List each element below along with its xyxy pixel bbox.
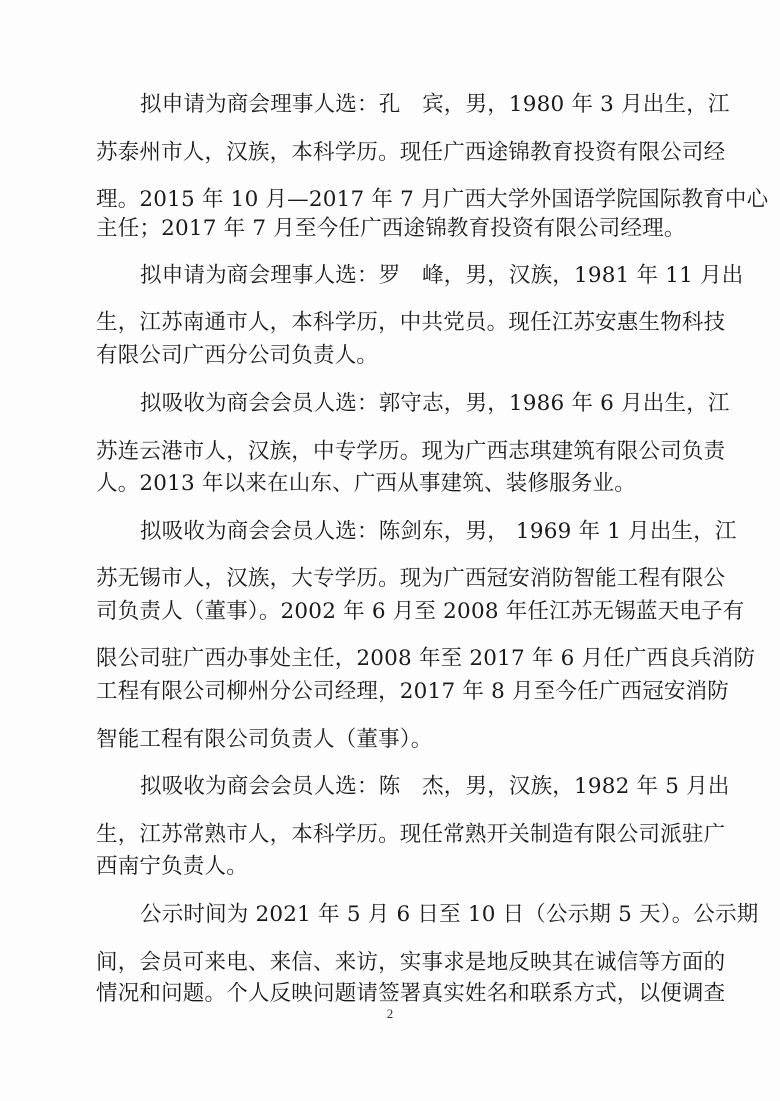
text-line: 间，会员可来电、来信、来访，实事求是地反映其在诚信等方面的 xyxy=(96,950,726,975)
text-line: 拟吸收为商会会员人选：郭守志，男，1986 年 6 月出生，江 xyxy=(140,391,730,416)
text-line: 限公司驻广西办事处主任，2008 年至 2017 年 6 月任广西良兵消防 xyxy=(96,646,756,671)
text-line: 司负责人（董事）。2002 年 6 月至 2008 年任江苏无锡蓝天电子有 xyxy=(96,599,745,624)
text-line: 公示时间为 2021 年 5 月 6 日至 10 日（公示期 5 天）。公示期 xyxy=(140,902,759,927)
text-line: 智能工程有限公司负责人（董事）。 xyxy=(96,727,433,752)
text-line: 情况和问题。个人反映问题请签署真实姓名和联系方式，以便调查 xyxy=(96,981,726,1006)
text-line: 苏连云港市人，汉族，中专学历。现为广西志琪建筑有限公司负责 xyxy=(96,439,726,464)
text-line: 人。2013 年以来在山东、广西从事建筑、装修服务业。 xyxy=(96,471,636,496)
text-line: 拟吸收为商会会员人选：陈 杰，男，汉族，1982 年 5 月出 xyxy=(140,774,730,799)
text-line: 苏泰州市人，汉族，本科学历。现任广西途锦教育投资有限公司经 xyxy=(96,140,726,165)
page-number: 2 xyxy=(386,1006,394,1021)
text-line: 主任；2017 年 7 月至今任广西途锦教育投资有限公司经理。 xyxy=(96,216,686,241)
text-line: 拟申请为商会理事人选：罗 峰，男，汉族，1981 年 11 月出 xyxy=(140,263,744,288)
text-line: 拟申请为商会理事人选：孔 宾，男，1980 年 3 月出生，江 xyxy=(140,92,730,117)
text-line: 拟吸收为商会会员人选：陈剑东，男， 1969 年 1 月出生，江 xyxy=(140,519,737,544)
text-line: 生，江苏常熟市人，本科学历。现任常熟开关制造有限公司派驻广 xyxy=(96,822,726,847)
text-line: 有限公司广西分公司负责人。 xyxy=(96,343,379,368)
text-line: 工程有限公司柳州分公司经理，2017 年 8 月至今任广西冠安消防 xyxy=(96,679,730,704)
text-line: 生，江苏南通市人，本科学历，中共党员。现任江苏安惠生物科技 xyxy=(96,310,726,335)
text-line: 理。2015 年 10 月—2017 年 7 月广西大学外国语学院国际教育中心 xyxy=(96,187,769,212)
text-line: 西南宁负责人。 xyxy=(96,854,248,879)
text-line: 苏无锡市人，汉族，大专学历。现为广西冠安消防智能工程有限公 xyxy=(96,566,726,591)
